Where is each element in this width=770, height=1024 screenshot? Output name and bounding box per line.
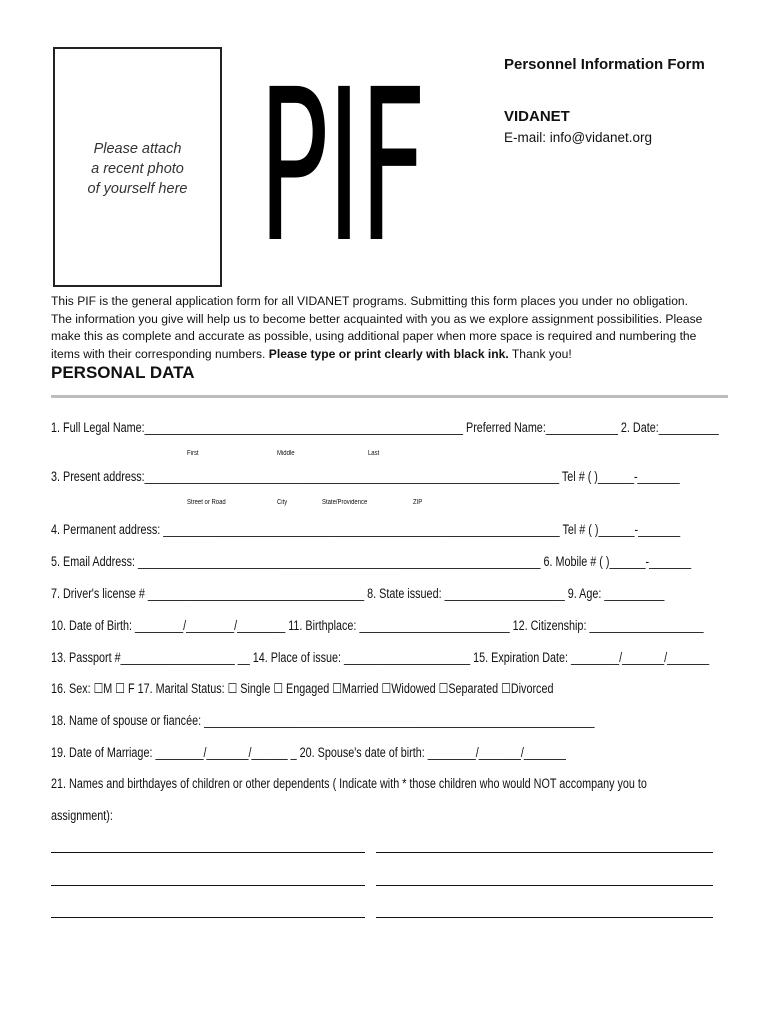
org-email: E-mail: info@vidanet.org	[504, 130, 653, 145]
intro-paragraph	[51, 293, 741, 363]
field-sex-marital-status[interactable]: 16. Sex: ☐M ☐ F 17. Marital Status: ☐ Single ☐ Engaged ☐Married ☐Widowed ☐Separated ☐Divorced	[51, 681, 554, 696]
field-passport[interactable]: 13. Passport #___________________ __ 14. Place of issue: _____________________ 15. Expiration Date: ________/_______/_______	[51, 650, 710, 665]
field-email-mobile[interactable]: 5. Email Address: ___________________________________________________________________ 6. Mobile # ( )______-_______	[51, 554, 692, 569]
intro-text: Thank you!	[508, 346, 572, 361]
field-date-of-marriage[interactable]: 19. Date of Marriage: ________/_______/______ _ 20. Spouse's date of birth: ________/_______/_______	[51, 745, 566, 760]
form-title: Personnel Information Form	[504, 56, 705, 73]
dependent-line-right[interactable]	[376, 885, 713, 886]
intro-line	[51, 346, 741, 364]
section-title-personal-data: PERSONAL DATA	[51, 363, 195, 382]
field-spouse-name[interactable]: 18. Name of spouse or fiancée: _________________________________________________________________	[51, 713, 595, 728]
field-present-address[interactable]: 3. Present address:_____________________________________________________________________ Tel # ( )______-_______	[51, 469, 680, 484]
field-drivers-license[interactable]: 7. Driver's license # ____________________________________ 8. State issued: ____________________ 9. Age: __________	[51, 586, 665, 601]
photo-text-line: of yourself here	[87, 181, 188, 197]
dependent-line-left[interactable]	[51, 917, 365, 918]
intro-line: make this as complete and accurate as possible, using additional paper when more space is required and numbering the	[51, 329, 697, 343]
field-full-legal-name[interactable]: 1. Full Legal Name:_____________________________________________________ Preferred Name:____________ 2. Date:__________	[51, 420, 719, 435]
photo-text-line: Please attach	[93, 141, 182, 157]
dependent-line-left[interactable]	[51, 852, 365, 853]
photo-attach-box[interactable]	[53, 47, 222, 287]
field-dependents-label-cont: assignment):	[51, 808, 113, 823]
intro-line: The information you give will help us to become better acquainted with you as we explore assignment possibilities. Please	[51, 311, 703, 326]
org-name: VIDANET	[504, 108, 570, 125]
dependent-line-left[interactable]	[51, 885, 365, 886]
photo-instructions	[55, 139, 220, 199]
field-permanent-address[interactable]: 4. Permanent address: __________________________________________________________________ Tel # ( )______-_______	[51, 522, 681, 537]
sublabel-state: State/Providence	[322, 499, 368, 506]
intro-line: This PIF is the general application form for all VIDANET programs. Submitting this form places you under no obligation.	[51, 294, 689, 308]
intro-text: items with their corresponding numbers.	[51, 346, 269, 361]
dependent-line-right[interactable]	[376, 917, 713, 918]
field-dependents-label: 21. Names and birthdayes of children or other dependents ( Indicate with * those children who would NOT accompany you to	[51, 776, 647, 791]
sublabel-first: First	[187, 450, 199, 457]
section-divider	[51, 395, 728, 398]
pif-logo: PIF	[258, 44, 425, 289]
sublabel-street: Street or Road	[187, 499, 226, 506]
intro-emphasis: Please type or print clearly with black ink.	[268, 346, 509, 361]
dependent-line-right[interactable]	[376, 852, 713, 853]
field-date-of-birth[interactable]: 10. Date of Birth: ________/________/________ 11. Birthplace: _________________________ 12. Citizenship: ___________________	[51, 618, 704, 633]
sublabel-last: Last	[368, 450, 380, 457]
photo-text-line: a recent photo	[91, 161, 184, 177]
sublabel-zip: ZIP	[413, 499, 423, 506]
sublabel-city: City	[277, 499, 288, 506]
sublabel-middle: Middle	[277, 450, 295, 457]
